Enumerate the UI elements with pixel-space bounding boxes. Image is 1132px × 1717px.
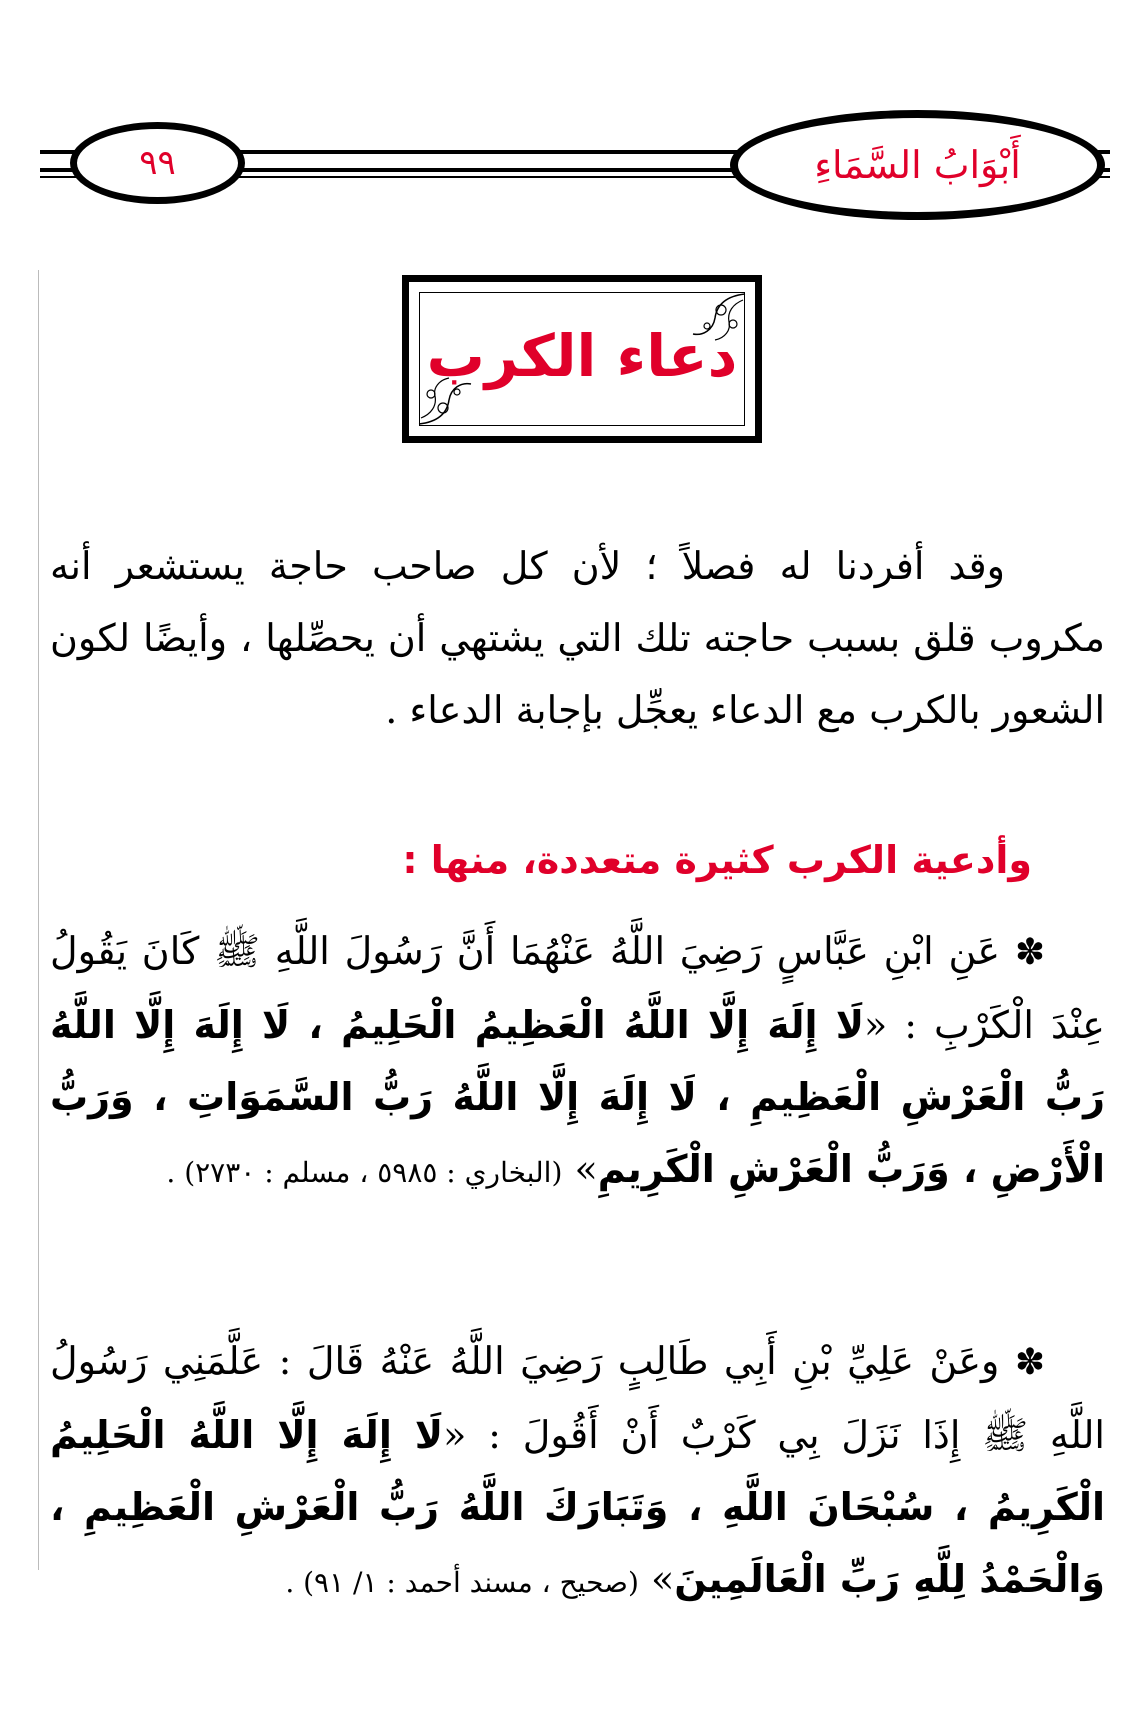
hadith-paragraph: [50, 1325, 1105, 1619]
hadith-paragraph: [50, 915, 1105, 1209]
hadith-reference: (صحيح ، مسند أحمد : ١/ ٩١) .: [285, 1566, 639, 1599]
quote-close: »: [650, 1557, 675, 1601]
margin-line: [38, 270, 39, 1570]
hadith-dua: لَا إِلَهَ إِلَّا اللَّهُ الْحَلِيمُ الْكَرِيمُ ، سُبْحَانَ اللَّهِ ، وَتَبَارَكَ اللَّهُ رَبُّ الْعَرْشِ الْعَظِيمِ ، وَالْحَمْدُ لِلَّهِ رَبِّ الْعَالَمِينَ: [50, 1413, 1105, 1601]
hadith-reference: (البخاري : ٥٩٨٥ ، مسلم : ٢٧٣٠) .: [166, 1156, 563, 1189]
star-bullet-icon: ✽: [1014, 932, 1045, 973]
page-number: ٩٩: [139, 143, 176, 183]
hadith-narration: عَنِ ابْنِ عَبَّاسٍ رَضِيَ اللَّهُ عَنْهُمَا أَنَّ رَسُولَ اللَّهِ ﷺ كَانَ يَقُولُ عِنْدَ الْكَرْبِ : «: [50, 929, 1105, 1047]
hadith-dua: لَا إِلَهَ إِلَّا اللَّهُ الْعَظِيمُ الْحَلِيمُ ، لَا إِلَهَ إِلَّا اللَّهُ رَبُّ الْعَرْشِ الْعَظِيمِ ، لَا إِلَهَ إِلَّا اللَّهُ رَبُّ السَّمَوَاتِ ، وَرَبُّ الْأَرْضِ ، وَرَبُّ الْعَرْشِ الْكَرِيمِ: [50, 1003, 1105, 1191]
hadith-narration: وعَنْ عَلِيِّ بْنِ أَبِي طَالِبٍ رَضِيَ اللَّهُ عَنْهُ قَالَ : عَلَّمَنِي رَسُولُ اللَّهِ ﷺ إِذَا نَزَلَ بِي كَرْبٌ أَنْ أَقُولَ : «: [50, 1339, 1105, 1457]
page-header: [40, 110, 1110, 220]
chapter-title-box: [402, 275, 762, 443]
section-subheading: وأدعية الكرب كثيرة متعددة، منها :: [402, 838, 1032, 882]
quote-close: »: [574, 1147, 598, 1191]
book-title-oval: [730, 110, 1105, 220]
book-title: أَبْوَابُ السَّمَاءِ: [814, 143, 1021, 187]
chapter-title: دعاء الكرب: [426, 322, 738, 390]
star-bullet-icon: ✽: [1014, 1342, 1045, 1383]
page-number-oval: [70, 122, 245, 204]
intro-paragraph: وقد أفردنا له فصلاً ؛ لأن كل صاحب حاجة يستشعر أنه مكروب قلق بسبب حاجته تلك التي يشتهي أن يحصِّلها ، وأيضًا لكون الشعور بالكرب مع الدعاء يعجِّل بإجابة الدعاء .: [50, 544, 1105, 732]
